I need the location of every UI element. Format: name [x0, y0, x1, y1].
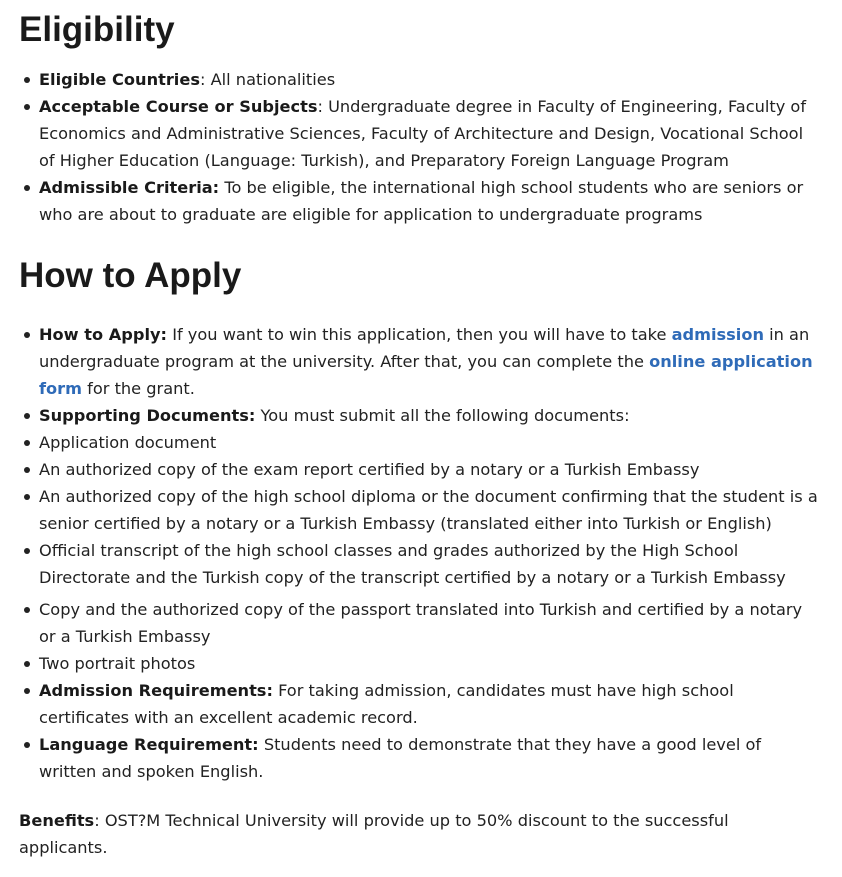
item-text: All nationalities — [210, 70, 336, 89]
benefits-label: Benefits — [19, 811, 95, 830]
eligibility-heading: Eligibility — [19, 10, 175, 49]
item-text: Undergraduate degree in Faculty of Engineering, Faculty of Economics and Administrative Sciences, Faculty of Architecture and Design, Vocational School of Higher Education (Language: Turkish), and Preparatory Foreign Language Program — [39, 97, 807, 170]
admission-requirements-item — [39, 677, 819, 731]
benefits-paragraph — [19, 807, 819, 861]
benefits-text: OST?M Technical University will provide up to 50% discount to the successful applicants. — [19, 811, 729, 857]
item-label: Supporting Documents: — [39, 406, 256, 425]
item-separator: : — [317, 97, 329, 116]
acceptable-courses-item — [39, 93, 819, 174]
item-label: Admissible Criteria: — [39, 178, 220, 197]
how-to-apply-item — [39, 321, 819, 402]
online-application-form-link[interactable]: online application form — [39, 352, 813, 398]
item-label: Admission Requirements: — [39, 681, 273, 700]
item-text: For taking admission, candidates must have high school certificates with an excellent academic record. — [39, 681, 734, 727]
language-requirement-item — [39, 731, 819, 785]
eligible-countries-item — [39, 66, 819, 93]
item-text: You must submit all the following documents: — [260, 406, 630, 425]
admission-link[interactable]: admission — [671, 325, 764, 344]
document-item: Application document — [39, 429, 819, 456]
eligibility-list — [19, 66, 819, 228]
benefits-separator: : — [94, 811, 105, 830]
supporting-documents-item — [39, 402, 819, 429]
item-text: for the grant. — [87, 379, 195, 398]
item-text: If you want to win this application, then you will have to take — [172, 325, 667, 344]
admissible-criteria-item — [39, 174, 819, 228]
item-label: Eligible Countries — [39, 70, 200, 89]
document-item: An authorized copy of the high school diploma or the document confirming that the student is a senior certified by a notary or a Turkish Embassy (translated either into Turkish or English) — [39, 483, 819, 537]
article-content — [19, 0, 819, 877]
how-to-apply-heading: How to Apply — [19, 256, 242, 295]
item-text: in an undergraduate program at the university. After that, you can complete the — [39, 325, 810, 371]
item-text: Students need to demonstrate that they have a good level of written and spoken English. — [39, 735, 762, 781]
item-text: To be eligible, the international high school students who are seniors or who are about to graduate are eligible for application to undergraduate programs — [39, 178, 804, 224]
item-label: Language Requirement: — [39, 735, 259, 754]
item-label: Acceptable Course or Subjects — [39, 97, 318, 116]
document-item: Copy and the authorized copy of the passport translated into Turkish and certified by a notary or a Turkish Embassy — [39, 596, 819, 650]
item-separator: : — [199, 70, 211, 89]
document-item: Two portrait photos — [39, 650, 819, 677]
document-item: An authorized copy of the exam report certified by a notary or a Turkish Embassy — [39, 456, 819, 483]
item-label: How to Apply: — [39, 325, 168, 344]
how-to-apply-list — [19, 321, 819, 785]
document-item: Official transcript of the high school classes and grades authorized by the High School Directorate and the Turkish copy of the transcript certified by a notary or a Turkish Embassy — [39, 537, 819, 591]
